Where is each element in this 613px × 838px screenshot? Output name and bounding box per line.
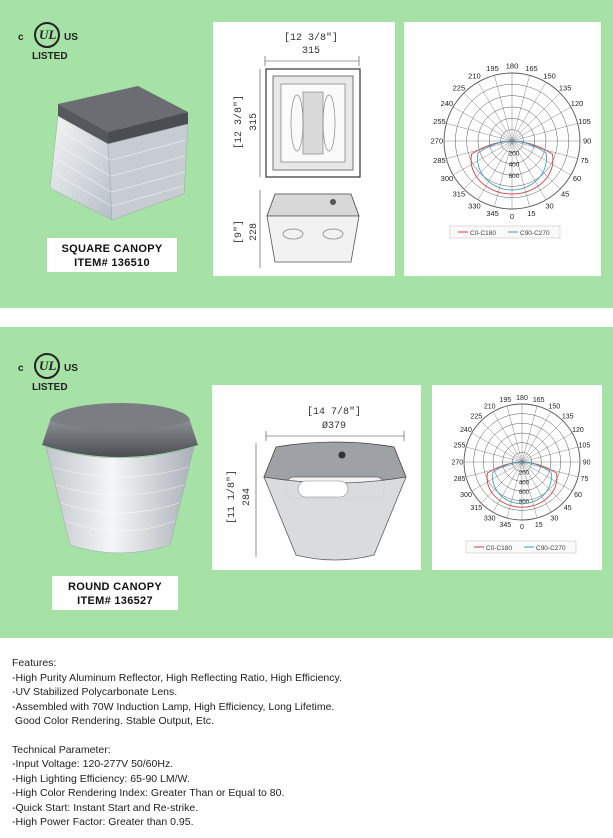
- ul-circle-icon: UL: [34, 353, 60, 379]
- round-canopy-photo: [30, 395, 210, 563]
- polar-angle-label: 105: [578, 117, 591, 127]
- features-section: [12, 656, 602, 830]
- polar-spoke: [493, 412, 522, 462]
- polar-angle-label: 60: [572, 174, 582, 184]
- polar-angle-label: 135: [561, 413, 574, 421]
- tech-parameter-item: -Quick Start: Instant Start and Re-strike.: [12, 801, 199, 814]
- polar-angle-label: 330: [468, 201, 481, 211]
- width-mm: 315: [301, 46, 321, 57]
- polar-radial-label: 200: [508, 150, 520, 158]
- legend-label-c0-c180: C0-C180: [470, 230, 497, 237]
- product-name: ROUND CANOPY: [67, 581, 163, 593]
- ul-listed-logo: [12, 14, 82, 64]
- polar-angle-label: 150: [548, 403, 561, 411]
- polar-angle-label: 150: [543, 71, 556, 81]
- polar-radial-label: 800: [518, 499, 530, 506]
- polar-angle-label: 195: [486, 64, 499, 74]
- polar-spoke: [472, 433, 522, 462]
- polar-angle-label: 345: [486, 209, 499, 219]
- height-inches: [9"]: [234, 219, 245, 245]
- tech-parameter-heading: Technical Parameter:: [12, 743, 111, 756]
- polar-spoke: [522, 462, 572, 491]
- square-canopy-panel: [0, 0, 613, 308]
- polar-angle-label: 240: [460, 427, 472, 435]
- ul-c-mark: c: [18, 32, 24, 43]
- polar-radial-label: 400: [518, 480, 530, 487]
- polar-angle-label: 285: [453, 476, 466, 484]
- polar-angle-label: 90: [582, 459, 591, 467]
- square-dimension-drawing: [213, 22, 395, 276]
- tech-parameter-item: -High Color Rendering Index: Greater Than or Equal to 80.: [12, 787, 285, 799]
- polar-angle-label: 60: [574, 491, 582, 499]
- height-mm: 228: [249, 222, 260, 242]
- polar-angle-label: 180: [516, 394, 528, 402]
- polar-spoke: [512, 141, 571, 175]
- polar-angle-label: 270: [430, 136, 444, 146]
- polar-radial-label: 200: [518, 470, 530, 477]
- legend-label-c90-c270: C90-C270: [520, 230, 550, 237]
- height-mm: 284: [242, 487, 253, 507]
- polar-radial-label: 600: [508, 173, 520, 180]
- ul-c-mark: c: [18, 363, 24, 374]
- round-polar-chart-card: [432, 385, 602, 570]
- polar-spoke: [512, 107, 571, 141]
- round-dimension-drawing: [212, 385, 421, 570]
- height-inches: [11 1/8"]: [227, 469, 238, 525]
- legend-label-c90-c270: C90-C270: [536, 545, 566, 552]
- polar-angle-label: 75: [580, 156, 589, 166]
- polar-spoke: [453, 141, 512, 175]
- ul-us-mark: US: [64, 363, 78, 374]
- product-name: SQUARE CANOPY: [61, 243, 163, 255]
- polar-spoke: [522, 433, 572, 462]
- polar-spoke: [522, 412, 551, 462]
- polar-angle-label: 225: [470, 413, 483, 421]
- polar-angle-label: 255: [433, 117, 446, 127]
- depth-inches: [12 3/8"]: [234, 94, 245, 150]
- polar-angle-label: 255: [453, 442, 466, 450]
- square-canopy-label: [47, 238, 177, 272]
- round-canopy-label: [52, 576, 178, 610]
- polar-spoke: [522, 421, 563, 462]
- ul-us-mark: US: [64, 32, 78, 43]
- square-canopy-photo: [28, 84, 198, 234]
- polar-angle-label: 315: [452, 189, 466, 199]
- item-number: ITEM# 136510: [74, 257, 150, 269]
- polar-spoke: [453, 107, 512, 141]
- polar-angle-label: 15: [534, 521, 543, 529]
- legend-label-c0-c180: C0-C180: [486, 545, 513, 552]
- polar-spoke: [478, 82, 512, 141]
- square-polar-chart: [404, 22, 601, 276]
- polar-angle-label: 120: [572, 427, 584, 435]
- polar-angle-label: 300: [460, 491, 472, 499]
- tech-parameter-item: -High Power Factor: Greater than 0.95.: [12, 816, 194, 828]
- polar-spoke: [472, 462, 522, 491]
- polar-radial-label: 400: [508, 161, 520, 169]
- polar-angle-label: 135: [558, 83, 572, 93]
- polar-angle-label: 210: [483, 403, 496, 411]
- polar-angle-label: 345: [499, 521, 512, 529]
- polar-angle-label: 195: [499, 397, 512, 405]
- feature-item: Good Color Rendering. Stable Output, Etc.: [12, 715, 214, 727]
- polar-angle-label: 315: [470, 505, 483, 513]
- polar-angle-label: 285: [433, 156, 446, 166]
- polar-angle-label: 165: [525, 64, 538, 74]
- ul-listed-text: LISTED: [32, 382, 68, 393]
- polar-angle-label: 0: [509, 211, 515, 221]
- polar-angle-label: 330: [483, 515, 496, 523]
- diameter-inches: [14 7/8"]: [306, 407, 362, 418]
- polar-spoke: [512, 93, 560, 141]
- polar-spoke: [481, 421, 522, 462]
- polar-angle-label: 225: [452, 83, 466, 93]
- round-canopy-panel: [0, 327, 613, 638]
- polar-angle-label: 180: [505, 61, 519, 71]
- polar-angle-label: 105: [578, 442, 591, 450]
- tech-parameter-item: -High Lighting Efficiency: 65-90 LM/W.: [12, 772, 190, 785]
- polar-spoke: [512, 82, 546, 141]
- polar-angle-label: 90: [582, 136, 592, 146]
- width-inches: [12 3/8"]: [283, 33, 339, 44]
- polar-angle-label: 240: [440, 99, 454, 109]
- round-polar-chart: [432, 385, 602, 570]
- polar-angle-label: 45: [560, 189, 570, 199]
- square-polar-chart-card: [404, 22, 601, 276]
- polar-angle-label: 210: [468, 71, 481, 81]
- item-number: ITEM# 136527: [77, 595, 153, 607]
- polar-angle-label: 0: [520, 524, 524, 532]
- ul-listed-text: LISTED: [32, 51, 68, 62]
- polar-spoke: [464, 93, 512, 141]
- polar-angle-label: 300: [440, 174, 454, 184]
- depth-mm: 315: [249, 112, 260, 132]
- polar-angle-label: 30: [545, 201, 554, 211]
- diameter-mm: Ø379: [321, 421, 347, 432]
- polar-radial-label: 600: [518, 490, 530, 496]
- features-heading: Features:: [12, 657, 57, 669]
- ul-circle-icon: UL: [34, 22, 60, 48]
- tech-parameter-item: -Input Voltage: 120-277V 50/60Hz.: [12, 758, 174, 770]
- polar-angle-label: 30: [550, 515, 559, 523]
- ul-listed-logo: [12, 345, 82, 395]
- polar-angle-label: 75: [580, 476, 589, 484]
- polar-angle-label: 165: [532, 397, 545, 405]
- polar-angle-label: 45: [563, 505, 572, 513]
- polar-angle-label: 270: [451, 459, 464, 467]
- feature-item: -Assembled with 70W Induction Lamp, High Efficiency, Long Lifetime.: [12, 700, 335, 713]
- polar-angle-label: 120: [570, 99, 584, 109]
- polar-angle-label: 15: [527, 209, 536, 219]
- feature-item: -UV Stabilized Polycarbonate Lens.: [12, 686, 178, 698]
- feature-item: -High Purity Aluminum Reflector, High Reflecting Ratio, High Efficiency.: [12, 671, 342, 684]
